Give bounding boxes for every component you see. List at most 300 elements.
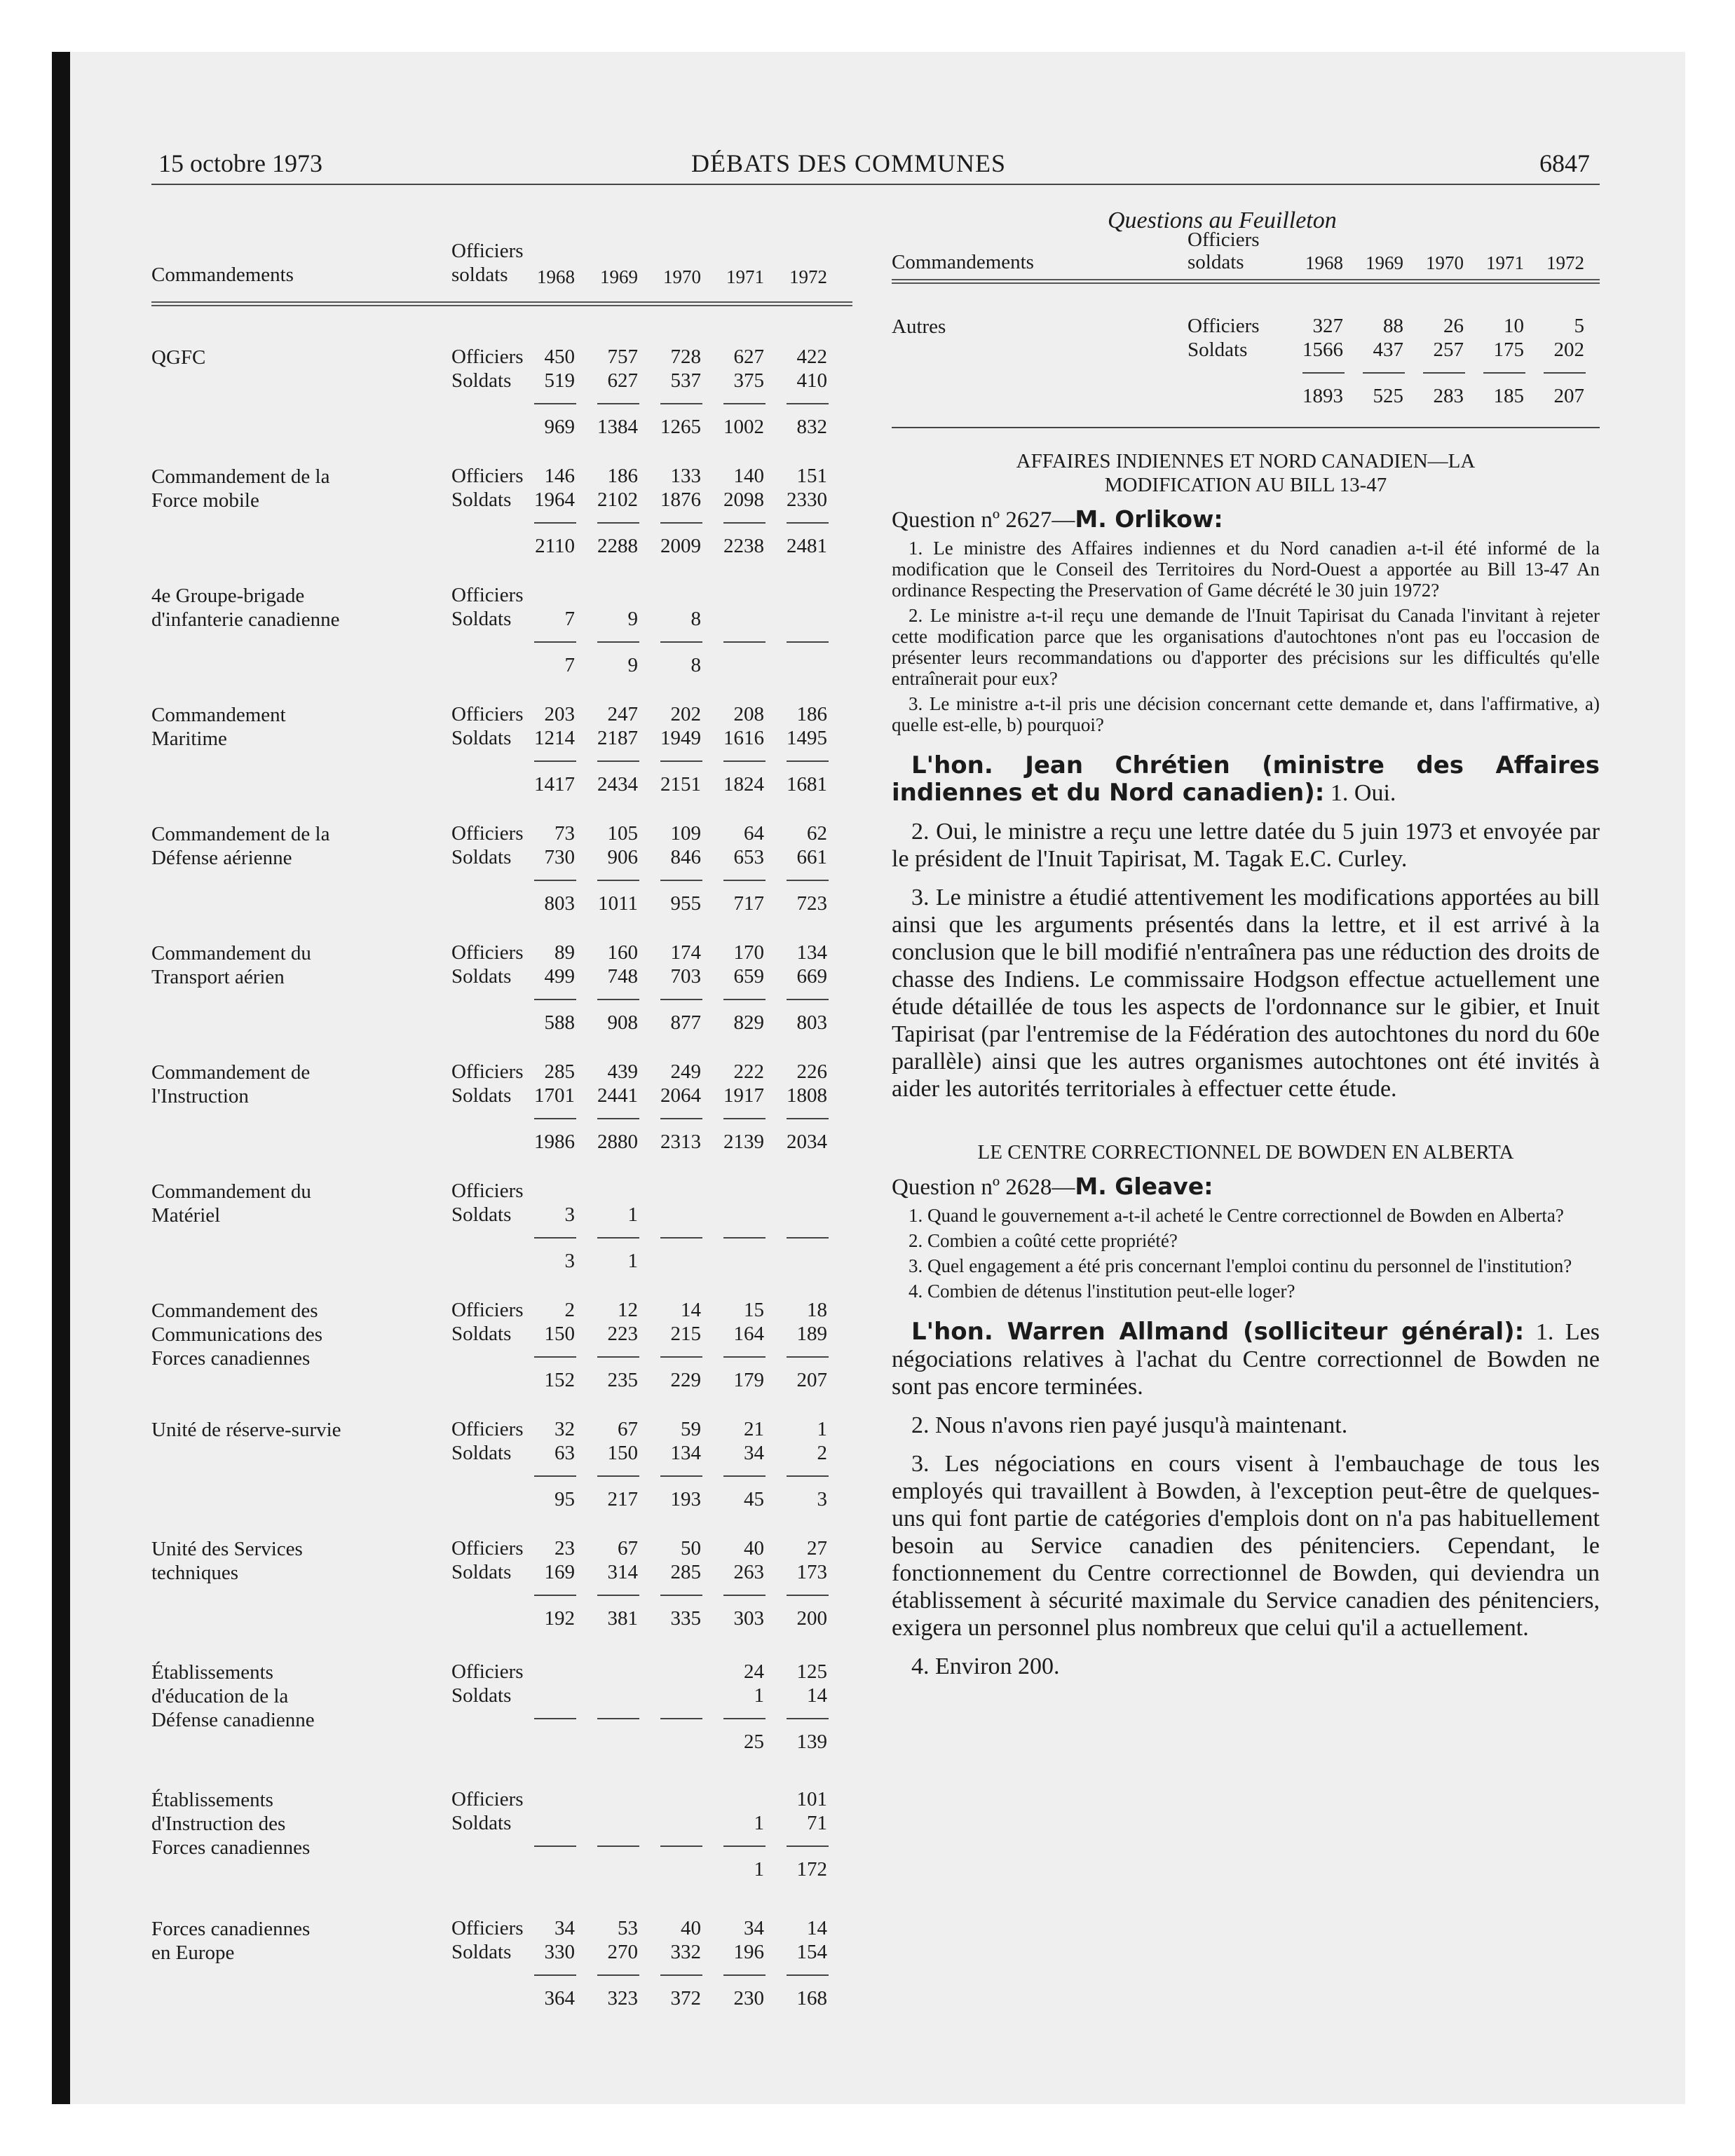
row-label-officers: Officiers <box>451 346 524 368</box>
cell-total: 2009 <box>660 535 701 557</box>
subtotal-rule <box>723 1595 766 1596</box>
cell-soldiers: 906 <box>607 846 638 868</box>
cell-soldiers: 375 <box>733 369 764 392</box>
cell-officers: 186 <box>796 703 827 725</box>
cell-total: 364 <box>544 1987 575 2010</box>
cell-total: 2481 <box>787 535 827 557</box>
cell-officers: 27 <box>807 1537 827 1560</box>
section-title: AFFAIRES INDIENNES ET NORD CANADIEN—LA <box>1016 450 1476 472</box>
cell-officers: 174 <box>670 941 701 964</box>
subtotal-rule <box>660 760 702 762</box>
subtotal-rule <box>787 1356 829 1358</box>
cell-soldiers: 519 <box>544 369 575 392</box>
question-heading: Question nº 2627—M. Orlikow: <box>892 505 1223 533</box>
cell-soldiers: 1808 <box>787 1084 827 1107</box>
row-label-officers: Officiers <box>451 941 524 964</box>
cell-total: 372 <box>670 1987 701 2010</box>
cell-soldiers: 2441 <box>597 1084 638 1107</box>
cell-officers: 15 <box>744 1299 764 1321</box>
table-group <box>151 1060 864 1180</box>
subtotal-rule <box>787 880 829 881</box>
cell-officers: 67 <box>618 1537 638 1560</box>
header-double-rule <box>892 279 1600 284</box>
command-name: Unité des Services techniques <box>151 1538 303 1584</box>
cell-total: 723 <box>796 892 827 915</box>
cell-soldiers: 1701 <box>534 1084 575 1107</box>
cell-total: 908 <box>607 1011 638 1034</box>
subtotal-rule <box>660 1974 702 1976</box>
command-name: Commandement des Communications des Forces canadiennes <box>151 1299 323 1370</box>
command-name: Commandement de la Défense aérienne <box>151 823 330 869</box>
cell-soldiers: 669 <box>796 965 827 988</box>
cell-officers: 109 <box>670 822 701 845</box>
subtotal-rule <box>534 1356 576 1358</box>
row-label-soldiers: Soldats <box>451 1812 512 1834</box>
subtotal-rule <box>597 1845 639 1847</box>
cell-soldiers: 9 <box>627 608 638 630</box>
cell-total: 207 <box>796 1369 827 1391</box>
cell-officers: 67 <box>618 1418 638 1440</box>
cell-total: 323 <box>607 1987 638 2010</box>
cell-soldiers: 1495 <box>787 727 827 749</box>
subtotal-rule <box>534 1475 576 1477</box>
row-label-soldiers: Soldats <box>451 965 512 988</box>
subtotal-rule <box>1483 372 1525 374</box>
subtotal-rule <box>660 1237 702 1239</box>
cell-total: 2434 <box>597 773 638 796</box>
command-name: Établissements d'Instruction des Forces canadiennes <box>151 1789 311 1859</box>
cell-soldiers: 34 <box>744 1442 764 1464</box>
col-year: 1969 <box>1366 252 1403 273</box>
cell-officers: 21 <box>744 1418 764 1440</box>
binding-edge <box>52 52 70 2104</box>
cell-soldiers: 270 <box>607 1941 638 1963</box>
cell-soldiers: 2 <box>817 1442 827 1464</box>
cell-soldiers: 1964 <box>534 489 575 511</box>
cell-soldiers: 1 <box>754 1684 764 1707</box>
cell-soldiers: 285 <box>670 1561 701 1583</box>
cell-total: 955 <box>670 892 701 915</box>
subtotal-rule <box>660 999 702 1000</box>
subtotal-rule <box>660 1475 702 1477</box>
row-label-officers: Officiers <box>451 1418 524 1440</box>
cell-total: 192 <box>544 1607 575 1630</box>
cell-officers: 247 <box>607 703 638 725</box>
cell-soldiers: 63 <box>554 1442 575 1464</box>
section-subtitle: Questions au Feuilleton <box>1108 207 1337 233</box>
cell-total: 95 <box>554 1488 575 1510</box>
right-table-header <box>892 230 1600 275</box>
cell-soldiers: 1616 <box>723 727 764 749</box>
cell-soldiers: 202 <box>1553 339 1584 361</box>
cell-total: 168 <box>796 1987 827 2010</box>
row-label-soldiers: Soldats <box>451 1684 512 1707</box>
cell-officers: 125 <box>796 1660 827 1683</box>
subtotal-rule <box>597 1974 639 1976</box>
answer-paragraph: 4. Environ 200. <box>911 1653 1060 1679</box>
cell-officers: 160 <box>607 941 638 964</box>
cell-soldiers: 3 <box>564 1203 575 1226</box>
col-officers: Officiers <box>1188 228 1260 251</box>
subtotal-rule <box>597 1718 639 1719</box>
subtotal-rule <box>787 1974 829 1976</box>
cell-officers: 62 <box>807 822 827 845</box>
cell-officers: 24 <box>744 1660 764 1683</box>
row-label-soldiers: Soldats <box>451 1561 512 1583</box>
cell-total: 185 <box>1493 385 1524 407</box>
cell-officers: 208 <box>733 703 764 725</box>
cell-officers: 5 <box>1574 315 1584 337</box>
subtotal-rule <box>787 641 829 643</box>
command-name: Commandement du Matériel <box>151 1180 311 1227</box>
subtotal-rule <box>723 522 766 524</box>
cell-total: 2034 <box>787 1131 827 1153</box>
cell-total: 829 <box>733 1011 764 1034</box>
subtotal-rule <box>660 403 702 404</box>
table-group <box>151 1788 864 1917</box>
subtotal-rule <box>534 999 576 1000</box>
cell-total: 969 <box>544 416 575 438</box>
cell-officers: 105 <box>607 822 638 845</box>
subtotal-rule <box>787 1475 829 1477</box>
cell-officers: 146 <box>544 465 575 487</box>
command-name: Commandement du Transport aérien <box>151 942 311 988</box>
subtotal-rule <box>597 1237 639 1239</box>
subtotal-rule <box>787 1845 829 1847</box>
col-year: 1968 <box>1305 252 1343 273</box>
question-text: 3. Le ministre a-t-il pris une décision concernant cette demande et, dans l'affirmative, a) quelle est-elle, b) pourquoi? <box>892 693 1600 735</box>
table-end-rule <box>892 427 1600 428</box>
col-year: 1972 <box>789 266 827 287</box>
cell-soldiers: 223 <box>607 1323 638 1345</box>
page-title: DÉBATS DES COMMUNES <box>691 149 1007 177</box>
cell-officers: 32 <box>554 1418 575 1440</box>
cell-officers: 140 <box>733 465 764 487</box>
subtotal-rule <box>660 1356 702 1358</box>
table-group <box>151 1660 864 1788</box>
cell-soldiers: 150 <box>544 1323 575 1345</box>
cell-officers: 14 <box>807 1917 827 1939</box>
subtotal-rule <box>534 1845 576 1847</box>
subtotal-rule <box>723 1237 766 1239</box>
page-number: 6847 <box>1539 149 1590 177</box>
cell-soldiers: 173 <box>796 1561 827 1583</box>
cell-total: 2151 <box>660 773 701 796</box>
cell-soldiers: 2187 <box>597 727 638 749</box>
cell-soldiers: 653 <box>733 846 764 868</box>
cell-soldiers: 499 <box>544 965 575 988</box>
subtotal-rule <box>597 1595 639 1596</box>
cell-soldiers: 314 <box>607 1561 638 1583</box>
answer-paragraph: 2. Oui, le ministre a reçu une lettre datée du 5 juin 1973 et envoyée par le président de l'Inuit Tapirisat, M. Tagak E.C. Curley. <box>892 819 1600 872</box>
cell-total: 230 <box>733 1987 764 2010</box>
subtotal-rule <box>787 1595 829 1596</box>
subtotal-rule <box>597 1118 639 1119</box>
subtotal-rule <box>787 1718 829 1719</box>
subtotal-rule <box>597 403 639 404</box>
cell-soldiers: 71 <box>807 1812 827 1834</box>
cell-soldiers: 330 <box>544 1941 575 1963</box>
cell-total: 1893 <box>1302 385 1343 407</box>
cell-total: 717 <box>733 892 764 915</box>
subtotal-rule <box>660 880 702 881</box>
cell-soldiers: 14 <box>807 1684 827 1707</box>
cell-soldiers: 2102 <box>597 489 638 511</box>
command-name: Autres <box>892 315 946 338</box>
col-year: 1969 <box>600 266 638 287</box>
subtotal-rule <box>787 999 829 1000</box>
answer-paragraph: 2. Nous n'avons rien payé jusqu'à maintenant. <box>911 1412 1348 1438</box>
subtotal-rule <box>534 403 576 404</box>
row-label-officers: Officiers <box>451 1537 524 1560</box>
answer-paragraph: L'hon. Warren Allmand (solliciteur général): 1. Les négociations relatives à l'achat du Centre correctionnel de Bowden ne sont pas encore terminées. <box>892 1318 1600 1400</box>
table-group <box>151 1917 864 2010</box>
cell-total: 1002 <box>723 416 764 438</box>
col-year: 1972 <box>1546 252 1584 273</box>
cell-total: 2238 <box>723 535 764 557</box>
cell-soldiers: 659 <box>733 965 764 988</box>
cell-total: 803 <box>544 892 575 915</box>
cell-soldiers: 215 <box>670 1323 701 1345</box>
table-group <box>151 941 864 1060</box>
cell-officers: 40 <box>681 1917 701 1939</box>
cell-total: 1417 <box>534 773 575 796</box>
subtotal-rule <box>723 760 766 762</box>
subtotal-rule <box>534 1718 576 1719</box>
cell-soldiers: 748 <box>607 965 638 988</box>
cell-officers: 34 <box>554 1917 575 1939</box>
cell-soldiers: 134 <box>670 1442 701 1464</box>
cell-total: 1681 <box>787 773 827 796</box>
cell-total: 172 <box>796 1858 827 1881</box>
col-officers: Officiers <box>451 240 524 262</box>
cell-soldiers: 150 <box>607 1442 638 1464</box>
question-text: 2. Combien a coûté cette propriété? <box>909 1230 1178 1251</box>
cell-officers: 64 <box>744 822 764 845</box>
table-group <box>151 1537 864 1660</box>
cell-officers: 249 <box>670 1060 701 1083</box>
cell-soldiers: 263 <box>733 1561 764 1583</box>
cell-total: 2313 <box>660 1131 701 1153</box>
cell-soldiers: 2064 <box>660 1084 701 1107</box>
question-text: 1. Le ministre des Affaires indiennes et du Nord canadien a-t-il été informé de la modification que le Conseil des Territoires du Nord-Ouest a apportée au Bill 13-47 An ordinance Respecting the Preservation of Game décrété le 30 juin 1972? <box>892 538 1600 601</box>
cell-total: 2110 <box>535 535 575 557</box>
cell-officers: 327 <box>1312 315 1343 337</box>
cell-total: 1011 <box>598 892 638 915</box>
cell-officers: 40 <box>744 1537 764 1560</box>
cell-officers: 226 <box>796 1060 827 1083</box>
cell-total: 803 <box>796 1011 827 1034</box>
cell-total: 1265 <box>660 416 701 438</box>
command-name: QGFC <box>151 346 206 369</box>
cell-officers: 202 <box>670 703 701 725</box>
col-year: 1971 <box>1486 252 1524 273</box>
subtotal-rule <box>787 760 829 762</box>
cell-soldiers: 537 <box>670 369 701 392</box>
command-name: 4e Groupe-brigade d'infanterie canadienne <box>151 585 340 631</box>
right-column <box>892 228 1600 1691</box>
cell-soldiers: 2098 <box>723 489 764 511</box>
section-title: MODIFICATION AU BILL 13-47 <box>1104 474 1387 496</box>
cell-total: 1384 <box>597 416 638 438</box>
cell-total: 200 <box>796 1607 827 1630</box>
cell-total: 1 <box>754 1858 764 1881</box>
subtotal-rule <box>597 880 639 881</box>
subtotal-rule <box>660 522 702 524</box>
row-label-soldiers: Soldats <box>451 1203 512 1226</box>
subtotal-rule <box>597 1475 639 1477</box>
cell-soldiers: 1214 <box>534 727 575 749</box>
cell-total: 9 <box>627 654 638 676</box>
cell-officers: 133 <box>670 465 701 487</box>
cell-officers: 10 <box>1504 315 1524 337</box>
col-soldiers: soldats <box>451 264 508 286</box>
subtotal-rule <box>1302 372 1345 374</box>
subtotal-rule <box>723 641 766 643</box>
row-label-officers: Officiers <box>451 1917 524 1939</box>
cell-soldiers: 257 <box>1433 339 1464 361</box>
cell-officers: 50 <box>681 1537 701 1560</box>
subtotal-rule <box>723 403 766 404</box>
subtotal-rule <box>723 1118 766 1119</box>
cell-total: 2288 <box>597 535 638 557</box>
cell-officers: 26 <box>1443 315 1464 337</box>
question-heading: Question nº 2628—M. Gleave: <box>892 1173 1213 1200</box>
row-label-soldiers: Soldats <box>1188 339 1248 361</box>
cell-officers: 450 <box>544 346 575 368</box>
command-name: Unité de réserve-survie <box>151 1419 341 1441</box>
row-label-officers: Officiers <box>451 1060 524 1083</box>
cell-officers: 34 <box>744 1917 764 1939</box>
cell-total: 588 <box>544 1011 575 1034</box>
table-group <box>151 822 864 941</box>
cell-soldiers: 8 <box>690 608 701 630</box>
table-group <box>151 1299 864 1418</box>
row-label-officers: Officiers <box>451 703 524 725</box>
cell-soldiers: 730 <box>544 846 575 868</box>
subtotal-rule <box>723 1718 766 1719</box>
subtotal-rule <box>534 1595 576 1596</box>
subtotal-rule <box>787 522 829 524</box>
cell-total: 3 <box>564 1250 575 1272</box>
answer-paragraph: 3. Les négociations en cours visent à l'embauchage de tous les employés qui travaillent à Bowden, à l'exception peut-être de quelques-uns qui font partie de catégories d'emplois dont on n'a pas habituellement besoin au Service canadien des pénitenciers. Cependant, le fonctionnement du Centre correctionnel de Bowden, qui deviendra un établissement à sécurité maximale du Service canadien des pénitenciers, exigera un personnel plus nombreux que celui qu'il a actuellement. <box>892 1451 1600 1641</box>
cell-soldiers: 410 <box>796 369 827 392</box>
subtotal-rule <box>534 1974 576 1976</box>
cell-soldiers: 196 <box>733 1941 764 1963</box>
command-name: Commandement de la Force mobile <box>151 465 330 512</box>
cell-soldiers: 169 <box>544 1561 575 1583</box>
cell-officers: 627 <box>733 346 764 368</box>
row-label-soldiers: Soldats <box>451 1941 512 1963</box>
section-title: LE CENTRE CORRECTIONNEL DE BOWDEN EN ALBERTA <box>977 1141 1514 1164</box>
subtotal-rule <box>534 1237 576 1239</box>
cell-officers: 101 <box>796 1788 827 1810</box>
cell-total: 1824 <box>723 773 764 796</box>
subtotal-rule <box>660 1118 702 1119</box>
subtotal-rule <box>597 760 639 762</box>
command-name: Forces canadiennes en Europe <box>151 1918 311 1964</box>
subtotal-rule <box>1363 372 1405 374</box>
subtotal-rule <box>597 522 639 524</box>
cell-soldiers: 846 <box>670 846 701 868</box>
cell-total: 139 <box>796 1731 827 1753</box>
subtotal-rule <box>723 1356 766 1358</box>
left-table-body <box>151 346 864 2010</box>
subtotal-rule <box>787 403 829 404</box>
row-label-officers: Officiers <box>451 822 524 845</box>
col-soldiers: soldats <box>1188 251 1244 273</box>
cell-total: 193 <box>670 1488 701 1510</box>
subtotal-rule <box>723 999 766 1000</box>
cell-officers: 18 <box>807 1299 827 1321</box>
cell-total: 283 <box>1433 385 1464 407</box>
cell-officers: 728 <box>670 346 701 368</box>
cell-officers: 285 <box>544 1060 575 1083</box>
cell-soldiers: 703 <box>670 965 701 988</box>
cell-officers: 757 <box>607 346 638 368</box>
command-name: Établissements d'éducation de la Défense canadienne <box>151 1661 315 1731</box>
row-label-officers: Officiers <box>451 584 524 606</box>
subtotal-rule <box>534 641 576 643</box>
cell-soldiers: 1917 <box>723 1084 764 1107</box>
cell-soldiers: 437 <box>1373 339 1403 361</box>
table-group <box>151 346 864 465</box>
cell-officers: 1 <box>817 1418 827 1440</box>
cell-total: 1 <box>627 1250 638 1272</box>
subtotal-rule <box>723 880 766 881</box>
subtotal-rule <box>660 1845 702 1847</box>
cell-total: 2880 <box>597 1131 638 1153</box>
question-text: 4. Combien de détenus l'institution peut-elle loger? <box>909 1281 1295 1302</box>
subtotal-rule <box>1544 372 1586 374</box>
cell-soldiers: 7 <box>564 608 575 630</box>
cell-soldiers: 175 <box>1493 339 1524 361</box>
cell-soldiers: 1949 <box>660 727 701 749</box>
cell-total: 8 <box>690 654 701 676</box>
col-year: 1970 <box>663 266 701 287</box>
subtotal-rule <box>534 522 576 524</box>
cell-total: 2139 <box>723 1131 764 1153</box>
subtotal-rule <box>660 1718 702 1719</box>
subtotal-rule <box>597 1356 639 1358</box>
cell-soldiers: 164 <box>733 1323 764 1345</box>
col-commands: Commandements <box>151 264 294 286</box>
cell-officers: 203 <box>544 703 575 725</box>
row-label-soldiers: Soldats <box>451 1084 512 1107</box>
row-label-soldiers: Soldats <box>451 369 512 392</box>
question-text: 2. Le ministre a-t-il reçu une demande de l'Inuit Tapirisat du Canada l'invitant à rejeter cette modification parce que les organisations d'autochtones n'ont pas eu l'occasion de présenter leurs recommandations ou d'apporter des précisions sur les difficultés qu'elle entraînerait pour eux? <box>892 605 1600 689</box>
subtotal-rule <box>787 1118 829 1119</box>
page-date: 15 octobre 1973 <box>158 149 322 177</box>
left-table-header <box>151 231 864 301</box>
cell-soldiers: 1876 <box>660 489 701 511</box>
cell-total: 1986 <box>534 1131 575 1153</box>
cell-officers: 89 <box>554 941 575 964</box>
cell-officers: 12 <box>618 1299 638 1321</box>
cell-soldiers: 332 <box>670 1941 701 1963</box>
question-text: 1. Quand le gouvernement a-t-il acheté le Centre correctionnel de Bowden en Alberta? <box>909 1205 1564 1226</box>
subtotal-rule <box>597 999 639 1000</box>
cell-total: 152 <box>544 1369 575 1391</box>
subtotal-rule <box>534 760 576 762</box>
command-name: Commandement de l'Instruction <box>151 1061 311 1107</box>
cell-total: 877 <box>670 1011 701 1034</box>
cell-officers: 53 <box>618 1917 638 1939</box>
answer-paragraph: 3. Le ministre a étudié attentivement les modifications apportées au bill ainsi que les arguments présentés dans la lettre, et il est arrivé à la conclusion que le bill modifié n'entraînera pas une réduction des droits de chasse des Indiens. Le commissaire Hodgson effectue actuellement une étude détaillée de tous les aspects de l'ordonnance sur le gibier, et Inuit Tapirisat (par l'entremise de la Fédération des autochtones du nord du 60e parallèle) ainsi que les autres organismes autochtones ont été invités à aider les autorités territoriales à effectuer cette étude. <box>892 885 1600 1102</box>
cell-officers: 59 <box>681 1418 701 1440</box>
cell-total: 229 <box>670 1369 701 1391</box>
row-label-soldiers: Soldats <box>451 1323 512 1345</box>
